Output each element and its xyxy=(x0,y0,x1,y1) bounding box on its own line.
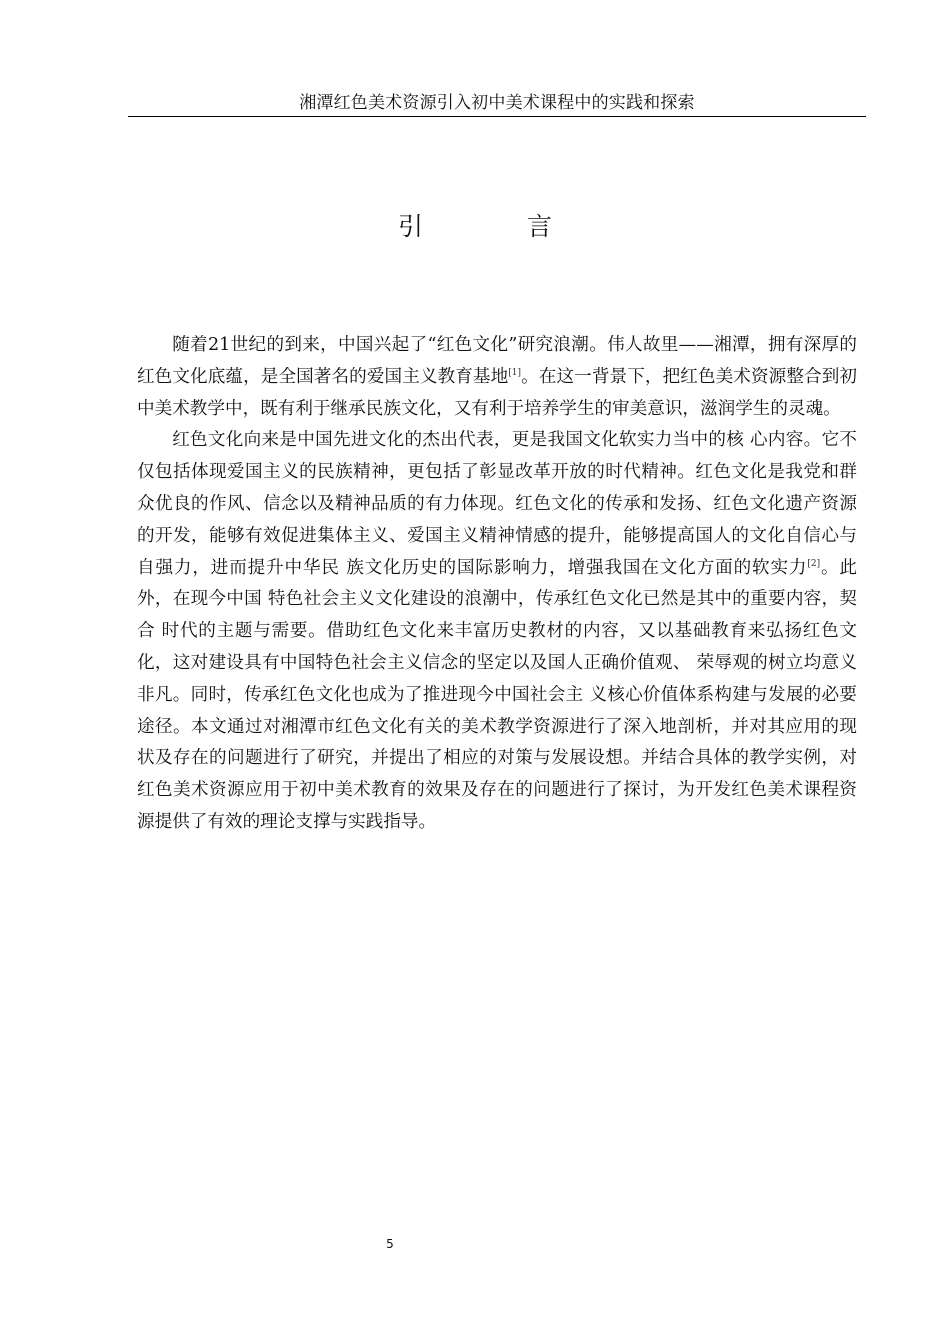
paragraph-text: 随着21世纪的到来，中国兴起了“红色文化”研究浪潮。伟人故里——湘潭，拥有深厚的红色文化底蕴，是全国著名的爱国主义教育基地 xyxy=(137,335,857,387)
running-header: 湘潭红色美术资源引入初中美术课程中的实践和探索 xyxy=(299,93,695,113)
citation-1: [1] xyxy=(508,367,522,378)
paragraph-1 xyxy=(137,330,857,425)
paragraph-text: 。此外，在现今中国 特色社会主义文化建设的浪潮中，传承红色文化已然是其中的重要内容，契合 时代的主题与需要。借助红色文化来丰富历史教材的内容，又以基础教育来弘扬红色文化，这对建设具有中国特色社会主义信念的坚定以及国人正确价值观、 荣辱观的树立均意义非凡。同时，传承红色文化也成为了推进现今中国社会主 义核心价值体系构建与发展的必要途径。本文通过对湘潭市红色文化有关的美术教学资源进行了深入地剖析，并对其应用的现状及存在的问题进行了研究，并提出了相应的对策与发展设想。并结合具体的教学实例，对红色美术资源应用于初中美术教育的效果及存在的问题进行了探讨，为开发红色美术课程资源提供了有效的理论支撑与实践指导。 xyxy=(137,557,857,832)
header-rule xyxy=(128,116,866,117)
page-number: 5 xyxy=(386,1237,394,1251)
paragraph-text: 红色文化向来是中国先进文化的杰出代表，更是我国文化软实力当中的核 心内容。它不仅包括体现爱国主义的民族精神，更包括了彰显改革开放的时代精神。红色文化是我党和群众优良的作风、信念以及精神品质的有力体现。红色文化的传承和发扬、红色文化遗产资源的开发，能够有效促进集体主义、爱国主义精神情感的提升，能够提高国人的文化自信心与自强力，进而提升中华民 族文化历史的国际影响力，增强我国在文化方面的软实力 xyxy=(137,430,857,578)
citation-2: [2] xyxy=(807,558,821,569)
paragraph-2 xyxy=(137,425,857,838)
body-text xyxy=(137,330,857,839)
paragraph-text: 。在这一背景下，把红色美术资源整合到初中美术教学中，既有利于继承民族文化，又有利于培养学生的审美意识，滋润学生的灵魂。 xyxy=(137,366,857,419)
section-title: 引 言 xyxy=(398,212,600,241)
